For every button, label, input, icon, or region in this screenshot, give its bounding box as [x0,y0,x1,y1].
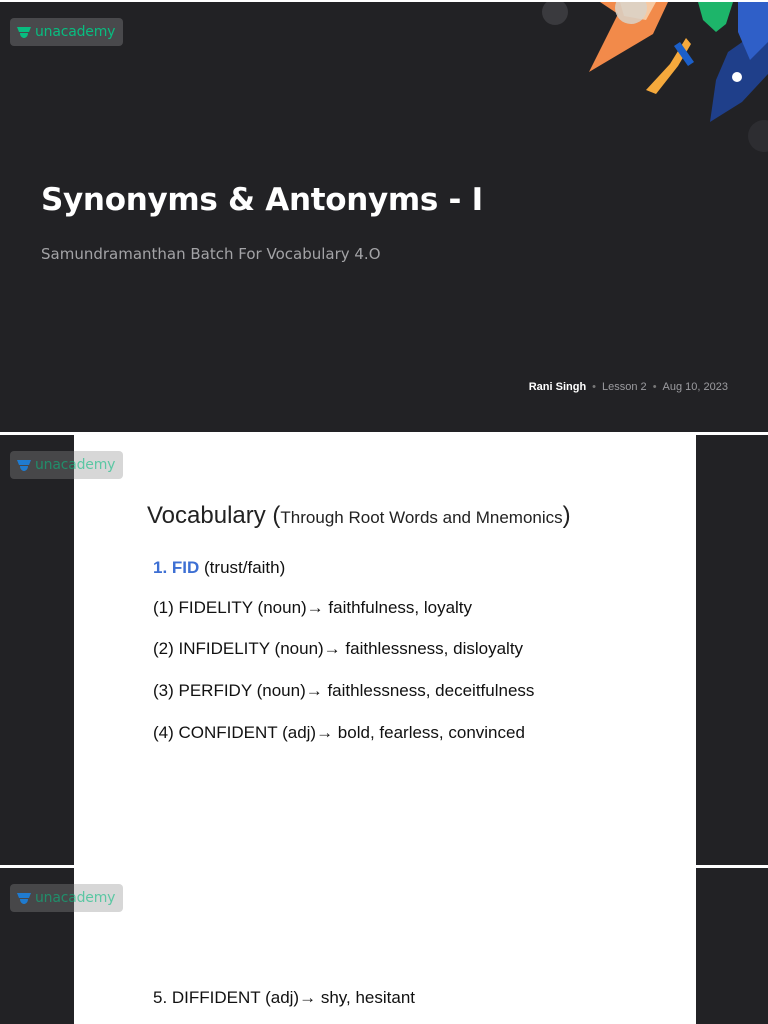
vocabulary-slide [0,435,768,865]
unacademy-logo [10,884,123,912]
author-name: Rani Singh [528,381,587,393]
logo-text: unacademy [35,24,116,40]
vocabulary-slide-continued [0,868,768,1024]
heading-main: Vocabulary [147,502,266,529]
unacademy-logo-icon [16,457,32,473]
word-item: 5. DIFFIDENT (adj)→ shy, hesitant [153,988,415,1007]
unacademy-logo-icon [16,24,32,40]
slide-page [74,435,696,865]
unacademy-logo [10,18,123,46]
decorative-shapes-icon [528,2,768,162]
meta-separator: • [652,381,657,393]
logo-text: unacademy [35,890,116,906]
lesson-date: Aug 10, 2023 [662,381,728,393]
heading-paren-open: ( [265,502,281,529]
root-word-line [153,558,285,578]
heading-paren-close: ) [562,502,571,529]
unacademy-logo [10,451,123,479]
word-item: (2) INFIDELITY (noun)→ faithlessness, disloyalty [153,639,524,658]
root-word: 1. FID [153,558,200,577]
lesson-number: Lesson 2 [602,381,647,393]
root-meaning: (trust/faith) [199,558,286,577]
slide-heading [147,502,571,530]
word-item: (1) FIDELITY (noun)→ faithfulness, loyalty [153,598,473,617]
slide-page [74,868,696,1024]
word-item: (3) PERFIDY (noun)→ faithlessness, deceitfulness [153,681,535,700]
lesson-meta [529,381,728,393]
meta-separator: • [592,381,597,393]
lesson-title: Synonyms & Antonyms - I [41,182,483,218]
cover-slide [0,2,768,432]
batch-subtitle: Samundramanthan Batch For Vocabulary 4.O [41,245,381,263]
word-item: (4) CONFIDENT (adj)→ bold, fearless, convinced [153,723,525,742]
unacademy-logo-icon [16,890,32,906]
logo-text: unacademy [35,457,116,473]
heading-sub: Through Root Words and Mnemonics [280,508,563,527]
